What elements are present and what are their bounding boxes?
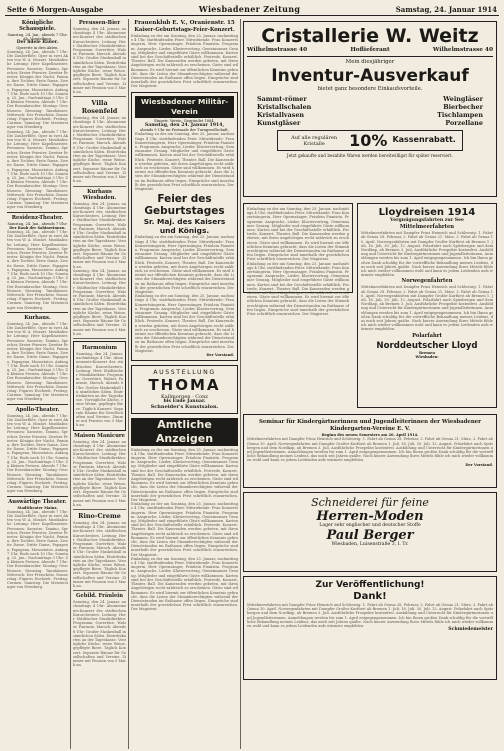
body-text: Samstag, den 24. Januar, nachmittags 4 Uhr: Abonnements-Konzert des städtischen Kurorchesters. Leitung: Herr Städtischer Musikdirektor. Programm: Ouvertüre, Walzer, Fantasie, Marsch. Abends 8 Uhr: Großer Maskenball in sämtlichen Sälen. Eintrittskarten an der Tageskasse. Vorzügliche Küche, reine Weine, gepflegte Biere. Täglich Konzert. Separate Räume für Gesellschaften und Vereine. Zimmer mit Pension von 5 Mark an.	[73, 520, 126, 588]
ad-block	[73, 20, 126, 97]
product-item: Bierbecher	[443, 103, 483, 111]
verein-signature: Der Vorstand.	[206, 352, 234, 357]
lloyd-agent: Wiesbaden:	[415, 354, 439, 359]
amtliche-anzeigen-heading: Amtliche Anzeigen	[131, 418, 238, 446]
masthead-left: Seite 6 Morgen-Ausgabe	[7, 5, 104, 14]
ad-heading: Rino-Creme	[78, 511, 121, 520]
body-text: Einladung zu der am Sonntag, den 25. Januar, nachmittags 4 Uhr, stattfindenden Feier. Mitwirkende: Frau Konzertsängerin, Herr Opernsänger, Fräulein Pianistin. Programm: Ansprache, Lieder, Klaviervortrag, Gemeinsamer Gesang. Mitglieder und eingeführte Gäste willkommen. Karten sind bei der Geschäftsstelle erhältlich. Festrede, Konzert, Theater, Ball. Die Kameraden werden gebeten, mit ihren Angehörigen recht zahlreich zu erscheinen. Gäste sind willkommen. Es wird hiermit zur öffentlichen Kenntnis gebracht, dass die Listen der Stimmberechtigten während der Dienststunden im Rathause offen liegen. Einsprüche sind innerhalb der gesetzlichen Frist schriftlich einzureichen. Der Magistrat.	[131, 502, 238, 557]
discount-label: Auf alle regulären Kristalle	[291, 134, 338, 147]
schneiderei-name: Paul Berger	[326, 528, 414, 544]
schneiderei-line-1: Schneiderei für feine	[311, 496, 429, 509]
weitz-products-right	[372, 95, 483, 127]
verein-time: abends 9 Uhr im Festsaale der Turngesellschaft,	[140, 128, 229, 133]
thoma-artists: Kallmorgen · Conz	[161, 394, 208, 401]
body-text: Samstag, 24. Jan., abends 7 Uhr: Die Zauberflöte. Oper in zwei Akten von W. A. Mozart. Musikalische Leitung: Herr Kapellmeister. Personen: Sarastro, Tamino, Sprecher, Erster Priester, Zweiter Priester, Königin der Nacht, Pamina, ihre Tochter, Erste Dame, Zweite Dame, Dritte Dame, Papageno, Papagena, Monostatos. Anfang 7 Uhr. Ende nach 10 Uhr. Sonntag, 25. Jan.: Nachmittags 3 Uhr: Zu kleinen Preisen. Abends 7 Uhr: Der Rosenkavalier. Montag: Geschlossen. Dienstag: Tannhäuser. Mittwoch: Der Freischütz. Donnerstag: Figaros Hochzeit. Freitag: Carmen. Samstag: Die Meistersinger von Nürnberg.	[7, 129, 68, 210]
weitz-address-center: Hoflieferant	[350, 47, 390, 53]
feier-heading: Feier des Geburtstages	[144, 193, 225, 218]
discount-type: Kassenrabatt.	[392, 135, 456, 145]
ad-block	[73, 341, 126, 431]
ad-heading: Maison Manicure	[74, 432, 125, 439]
residenz-line: Der Raub der Sabinerinnen.	[9, 225, 66, 230]
weitz-discount-box	[277, 130, 463, 151]
lloyd-section: Norwegenfahrten	[401, 278, 453, 285]
body-text: Samstag, den 24. Januar, nachmittags 4 Uhr: Abonnements-Konzert des städtischen Kurorchesters. Leitung: Herr Städtischer Musikdirektor. Programm: Ouvertüre, Walzer, Fantasie, Marsch. Abends 8 Uhr: Großer Maskenball in sämtlichen Sälen. Eintrittskarten an der Tageskasse. Vorzügliche Küche, reine Weine, gepflegte Biere. Täglich Konzert. Separate Räume für Gesellschaften und Vereine. Zimmer mit Pension von 5 Mark an.	[76, 352, 123, 428]
ad-heading: Gebild. Fräulein	[75, 593, 123, 600]
weitz-ad	[243, 21, 497, 197]
body-text: Einladung zu der am Sonntag, den 25. Januar, nachmittags 4 Uhr, stattfindenden Feier. Mitwirkende: Frau Konzertsängerin, Herr Opernsänger, Fräulein Pianistin. Programm: Ansprache, Lieder, Klaviervortrag, Gemeinsamer Gesang. Mitglieder und eingeführte Gäste willkommen. Karten sind bei der Geschäftsstelle erhältlich. Festrede, Konzert, Theater, Ball. Die Kameraden werden gebeten, mit ihren Angehörigen recht zahlreich zu erscheinen. Gäste sind willkommen. Es wird hiermit zur öffentlichen Kenntnis gebracht, dass die Listen der Stimmberechtigten während der Dienststunden im Rathause offen liegen. Einsprüche sind innerhalb der gesetzlichen Frist schriftlich einzureichen. Der Magistrat.	[131, 447, 238, 503]
seminar-subtitle: Beginn des neuen Semesters am 20. April 1914.	[321, 433, 419, 438]
body-text: Samstag, 24. Jan., abends 7 Uhr: Die Zauberflöte. Oper in zwei Akten von W. A. Mozart. Musikalische Leitung: Herr Kapellmeister. Personen: Sarastro, Tamino, Sprecher, Erster Priester, Zweiter Priester, Königin der Nacht, Pamina, ihre Tochter, Erste Dame, Zweite Dame, Dritte Dame, Papageno, Papagena, Monostatos. Anfang 7 Uhr. Ende nach 10 Uhr. Sonntag, 25. Jan.: Nachmittags 3 Uhr: Zu kleinen Preisen. Abends 7 Uhr: Der Rosenkavalier. Montag: Geschlossen. Dienstag: Tannhäuser. Mittwoch: Der Freischütz. Donnerstag: Figaros Hochzeit. Freitag: Carmen. Samstag: Die Meistersinger von Nürnberg.	[7, 413, 68, 494]
residenz-heading: Residenz-Theater.	[11, 214, 64, 221]
theater-heading: Königliche Schauspiele.	[19, 20, 56, 32]
weitz-subheading: bietet ganz besondere Einkaufsvorteile.	[317, 86, 423, 92]
apollo-heading: Apollo-Theater.	[15, 406, 60, 413]
left-ad-stack	[243, 201, 353, 412]
middle-ad-row	[243, 201, 497, 412]
body-text: Samstag, 24. Jan., abends 7 Uhr: Die Zauberflöte. Oper in zwei Akten von W. A. Mozart. Musikalische Leitung: Herr Kapellmeister. Personen: Sarastro, Tamino, Sprecher, Erster Priester, Zweiter Priester, Königin der Nacht, Pamina, ihre Tochter, Erste Dame, Zweite Dame, Dritte Dame, Papageno, Papagena, Monostatos. Anfang 7 Uhr. Ende nach 10 Uhr. Sonntag, 25. Jan.: Nachmittags 3 Uhr: Zu kleinen Preisen. Abends 7 Uhr: Der Rosenkavalier. Montag: Geschlossen. Dienstag: Tannhäuser. Mittwoch: Der Freischütz. Donnerstag: Figaros Hochzeit. Freitag: Carmen. Samstag: Die Meistersinger von Nürnberg.	[7, 229, 68, 310]
weitz-name: Cristallerie W. Weitz	[261, 25, 479, 47]
column-announcements	[129, 19, 241, 749]
body-text: Einladung zu der am Sonntag, den 25. Januar, nachmittags 4 Uhr, stattfindenden Feier. Mitwirkende: Frau Konzertsängerin, Herr Opernsänger, Fräulein Pianistin. Programm: Ansprache, Lieder, Klaviervortrag, Gemeinsamer Gesang. Mitglieder und eingeführte Gäste willkommen. Karten sind bei der Geschäftsstelle erhältlich. Festrede, Konzert, Theater, Ball. Die Kameraden werden gebeten, mit ihren Angehörigen recht zahlreich zu erscheinen. Gäste sind willkommen. Es wird hiermit zur öffentlichen Kenntnis gebracht, dass die Listen der Stimmberechtigten während der Dienststunden im Rathause offen liegen. Einsprüche sind innerhalb der gesetzlichen Frist schriftlich einzureichen. Der Magistrat.	[135, 235, 234, 294]
ad-block	[73, 512, 126, 591]
frauenklub-heading: Frauenklub E. V., Oranienstr. 15	[134, 20, 235, 26]
product-item: Weingläser	[443, 95, 483, 103]
body-text: Samstag, 24. Jan., abends 7 Uhr: Die Zauberflöte. Oper in zwei Akten von W. A. Mozart. Musikalische Leitung: Herr Kapellmeister. Personen: Sarastro, Tamino, Sprecher, Erster Priester, Zweiter Priester, Königin der Nacht, Pamina, ihre Tochter, Erste Dame, Zweite Dame, Dritte Dame, Papageno, Papagena, Monostatos. Anfang 7 Uhr. Ende nach 10 Uhr. Sonntag, 25. Jan.: Nachmittags 3 Uhr: Zu kleinen Preisen. Abends 7 Uhr: Der Rosenkavalier. Montag: Geschlossen. Dienstag: Tannhäuser. Mittwoch: Der Freischütz. Donnerstag: Figaros Hochzeit. Freitag: Carmen. Samstag: Die Meistersinger von Nürnberg.	[7, 321, 68, 402]
column-display-ads	[241, 19, 499, 749]
column-theater	[5, 19, 71, 749]
ad-heading: Preussen-Bier	[78, 20, 121, 26]
schneiderei-line-2: Herren-Moden	[316, 509, 424, 524]
body-text: Einladung zu der am Sonntag, den 25. Januar, nachmittags 4 Uhr, stattfindenden Feier. Mitwirkende: Frau Konzertsängerin, Herr Opernsänger, Fräulein Pianistin. Programm: Ansprache, Lieder, Klaviervortrag, Gemeinsamer Gesang. Mitglieder und eingeführte Gäste willkommen. Karten sind bei der Geschäftsstelle erhältlich. Festrede, Konzert, Theater, Ball. Die Kameraden werden gebeten, mit ihren Angehörigen recht zahlreich zu erscheinen. Gäste sind willkommen. Es wird hiermit zur öffentlichen Kenntnis gebracht, dass die Listen der Stimmberechtigten während der Dienststunden im Rathause offen liegen. Einsprüche sind innerhalb der gesetzlichen Frist schriftlich einzureichen. Der Magistrat.	[131, 556, 238, 612]
weitz-headline: Inventur-Ausverkauf	[271, 66, 469, 86]
mainz-heading: Stadttheater Mainz.	[17, 505, 58, 510]
body-text: Einladung zu der am Sonntag, den 25. Januar, nachmittags 4 Uhr, stattfindenden Feier. Mitwirkende: Frau Konzertsängerin, Herr Opernsänger, Fräulein Pianistin. Programm: Ansprache, Lieder, Klaviervortrag, Gemeinsamer Gesang. Mitglieder und eingeführte Gäste willkommen. Karten sind bei der Geschäftsstelle erhältlich. Festrede, Konzert, Theater, Ball. Die Kameraden werden gebeten, mit ihren Angehörigen recht zahlreich zu erscheinen. Gäste sind willkommen. Es wird hiermit zur öffentlichen Kenntnis gebracht, dass die Listen der Stimmberechtigten während der Dienststunden im Rathause offen liegen. Einsprüche sind innerhalb der gesetzlichen Frist schriftlich einzureichen. Der Magistrat.	[247, 261, 349, 317]
danksagung-ad	[243, 576, 497, 680]
body-text: Samstag, den 24. Januar, nachmittags 4 Uhr: Abonnements-Konzert des städtischen Kurorchesters. Leitung: Herr Städtischer Musikdirektor. Programm: Ouvertüre, Walzer, Fantasie, Marsch. Abends 8 Uhr: Großer Maskenball in sämtlichen Sälen. Eintrittskarten an der Tageskasse. Vorzügliche Küche, reine Weine, gepflegte Biere. Täglich Konzert. Separate Räume für Gesellschaften und Vereine. Zimmer mit Pension von 5 Mark an.	[73, 439, 126, 507]
page-columns	[5, 19, 499, 749]
thoma-heading: AUSSTELLUNG	[153, 369, 216, 377]
lloyd-section: Polarfahrt	[412, 332, 442, 339]
theater-line: Samstag, 24. Jan., abends 7 Uhr:	[7, 33, 68, 37]
thoma-name: THOMA	[148, 376, 221, 395]
ad-heading: Kurhaus Wiesbaden.	[82, 188, 117, 201]
weitz-footer: Jetzt gekaufte und bezahlte Waren werden bereitwilligst für später reserviert.	[286, 153, 454, 158]
military-verein-placeholder	[243, 203, 353, 317]
kurhaus-heading: Kurhaus.	[24, 314, 51, 321]
weitz-address-left: Wilhelmstrasse 40	[247, 47, 308, 53]
danksagung-signature: Schmiedemeister	[448, 627, 493, 633]
body-text: Samstag, den 24. Januar, nachmittags 4 Uhr: Abonnements-Konzert des städtischen Kurorchesters. Leitung: Herr Städtischer Musikdirektor. Programm: Ouvertüre, Walzer, Fantasie, Marsch. Abends 8 Uhr: Großer Maskenball in sämtlichen Sälen. Eintrittskarten an der Tageskasse. Vorzügliche Küche, reine Weine, gepflegte Biere. Täglich Konzert. Separate Räume für Gesellschaften und Vereine. Zimmer mit Pension von 5 Mark an.	[73, 268, 126, 336]
weitz-address-row	[247, 47, 493, 57]
frauenklub-subheading: Kaiser-Geburtstags-Feier-Konzert.	[134, 27, 235, 33]
body-text: Mittelmeerfahrten mit Dampfer Prinz Heinrich und Schleswig: 1. Fahrt ab Genua 28. Februar, 2. Fahrt ab Genua 21. März, 3. Fahrt ab Genua 10. April. Norwegenfahrten mit Dampfer Großer Kurfürst ab Bremen 1. Juli, 16. Juli, 30. Juli, 12. August. Polarfahrt nach Spitzbergen und dem Nordkap, ab Bremen 3. Juli. Ausführliche Prospekte kostenfrei. Ausbildung und Unterricht für Kindergärtnerinnen und Jugendleiterinnen. Anmeldungen werden bis zum 1. April entgegengenommen. Ich bin Ihnen großen Dank schuldig für die vortreffliche Behandlung meines Leidens, das mich seit Jahren quälte. Nach kurzer Anwendung Ihres Mittels fühle ich mich wieder vollkommen wohl und kann es jedem Leidenden aufs wärmste empfehlen.	[247, 603, 493, 629]
feier-subheading: Sr. Maj. des Kaisers und Königs.	[143, 217, 226, 236]
body-text: Mittelmeerfahrten mit Dampfer Prinz Heinrich und Schleswig: 1. Fahrt ab Genua 28. Februar, 2. Fahrt ab Genua 21. März, 3. Fahrt ab Genua 10. April. Norwegenfahrten mit Dampfer Großer Kurfürst ab Bremen 1. Juli, 16. Juli, 30. Juli, 12. August. Polarfahrt nach Spitzbergen und dem Nordkap, ab Bremen 3. Juli. Ausführliche Prospekte kostenfrei. Ausbildung und Unterricht für Kindergärtnerinnen und Jugendleiterinnen. Anmeldungen werden bis zum 1. April entgegengenommen. Ich bin Ihnen großen Dank schuldig für die vortreffliche Behandlung meines Leidens, das mich seit Jahren quälte. Nach kurzer Anwendung Ihres Mittels fühle ich mich wieder vollkommen wohl und kann es jedem Leidenden aufs wärmste empfehlen.	[361, 231, 493, 278]
lloyd-firm: Norddeutscher Lloyd	[376, 340, 478, 351]
militaer-verein-ad	[131, 92, 238, 362]
masthead-date: Samstag, 24. Januar 1914	[395, 5, 497, 14]
residenz-line: Samstag, 24. Jan., abends 7 Uhr:	[7, 221, 68, 226]
weitz-address-right: Wilhelmstrasse 40	[432, 47, 493, 53]
body-text: Mittelmeerfahrten mit Dampfer Prinz Heinrich und Schleswig: 1. Fahrt ab Genua 28. Februar, 2. Fahrt ab Genua 21. März, 3. Fahrt ab Genua 10. April. Norwegenfahrten mit Dampfer Großer Kurfürst ab Bremen 1. Juli, 16. Juli, 30. Juli, 12. August. Polarfahrt nach Spitzbergen und dem Nordkap, ab Bremen 3. Juli. Ausführliche Prospekte kostenfrei. Ausbildung und Unterricht für Kindergärtnerinnen und Jugendleiterinnen. Anmeldungen werden bis zum 1. April entgegengenommen. Ich bin Ihnen großen Dank schuldig für die vortreffliche Behandlung meines Leidens, das mich seit Jahren quälte. Nach kurzer Anwendung Ihres Mittels fühle ich mich wieder vollkommen wohl und kann es jedem Leidenden aufs wärmste empfehlen.	[361, 285, 493, 332]
masthead	[5, 4, 499, 16]
product-item: Kunstgläser	[257, 119, 301, 127]
theater-line: Operette in drei Akten.	[16, 45, 59, 50]
ad-heading: Harmonium	[82, 345, 117, 351]
thoma-date: bis Ende Januar.	[163, 399, 206, 405]
schneiderei-line-3: Lager sehr englischer und deutscher Stoffe	[319, 523, 421, 528]
ad-block	[73, 189, 126, 340]
body-text: Einladung zu der am Sonntag, den 25. Januar, nachmittags 4 Uhr, stattfindenden Feier. Mitwirkende: Frau Konzertsängerin, Herr Opernsänger, Fräulein Pianistin. Programm: Ansprache, Lieder, Klaviervortrag, Gemeinsamer Gesang. Mitglieder und eingeführte Gäste willkommen. Karten sind bei der Geschäftsstelle erhältlich. Festrede, Konzert, Theater, Ball. Die Kameraden werden gebeten, mit ihren Angehörigen recht zahlreich zu erscheinen. Gäste sind willkommen. Es wird hiermit zur öffentlichen Kenntnis gebracht, dass die Listen der Stimmberechtigten während der Dienststunden im Rathause offen liegen. Einsprüche sind innerhalb der gesetzlichen Frist schriftlich einzureichen. Der Magistrat.	[135, 294, 234, 353]
schneiderei-address: Wiesbaden, Luisenstraße 3, I. Tr.	[331, 542, 409, 548]
verein-title: Wiesbadener Militär-Verein	[135, 96, 234, 118]
lloyd-ad	[357, 203, 497, 408]
weitz-kicker: Mein diesjähriger	[345, 59, 395, 65]
seminar-signature: Der Vorstand.	[465, 462, 493, 467]
lloyd-title: Lloydreisen 1914	[378, 207, 476, 218]
body-text: Samstag, 24. Jan., abends 7 Uhr: Die Zauberflöte. Oper in zwei Akten von W. A. Mozart. Musikalische Leitung: Herr Kapellmeister. Personen: Sarastro, Tamino, Sprecher, Erster Priester, Zweiter Priester, Königin der Nacht, Pamina, ihre Tochter, Erste Dame, Zweite Dame, Dritte Dame, Papageno, Papagena, Monostatos. Anfang 7 Uhr. Ende nach 10 Uhr. Sonntag, 25. Jan.: Nachmittags 3 Uhr: Zu kleinen Preisen. Abends 7 Uhr: Der Rosenkavalier. Montag: Geschlossen. Dienstag: Tannhäuser. Mittwoch: Der Freischütz. Donnerstag: Figaros Hochzeit. Freitag: Carmen. Samstag: Die Meistersinger von Nürnberg.	[7, 49, 68, 130]
product-item: Sammt-römer	[257, 95, 307, 103]
body-text: Samstag, den 24. Januar, nachmittags 4 Uhr: Abonnements-Konzert des städtischen Kurorchesters. Leitung: Herr Städtischer Musikdirektor. Programm: Ouvertüre, Walzer, Fantasie, Marsch. Abends 8 Uhr: Großer Maskenball in sämtlichen Sälen. Eintrittskarten an der Tageskasse. Vorzügliche Küche, reine Weine, gepflegte Biere. Täglich Konzert. Separate Räume für Gesellschaften und Vereine. Zimmer mit Pension von 5 Mark an.	[73, 201, 126, 269]
right-ad-stack	[357, 201, 497, 412]
body-text: Samstag, 24. Jan., abends 7 Uhr: Die Zauberflöte. Oper in zwei Akten von W. A. Mozart. Musikalische Leitung: Herr Kapellmeister. Personen: Sarastro, Tamino, Sprecher, Erster Priester, Zweiter Priester, Königin der Nacht, Pamina, ihre Tochter, Erste Dame, Zweite Dame, Dritte Dame, Papageno, Papagena, Monostatos. Anfang 7 Uhr. Ende nach 10 Uhr. Sonntag, 25. Jan.: Nachmittags 3 Uhr: Zu kleinen Preisen. Abends 7 Uhr: Der Rosenkavalier. Montag: Geschlossen. Dienstag: Tannhäuser. Mittwoch: Der Freischütz. Donnerstag: Figaros Hochzeit. Freitag: Carmen. Samstag: Die Meistersinger von Nürnberg.	[7, 509, 68, 590]
product-item: Kristallschalen	[257, 103, 312, 111]
body-text: Mittelmeerfahrten mit Dampfer Prinz Heinrich und Schleswig: 1. Fahrt ab Genua 28. Februar, 2. Fahrt ab Genua 21. März, 3. Fahrt ab Genua 10. April. Norwegenfahrten mit Dampfer Großer Kurfürst ab Bremen 1. Juli, 16. Juli, 30. Juli, 12. August. Polarfahrt nach Spitzbergen und dem Nordkap, ab Bremen 3. Juli. Ausführliche Prospekte kostenfrei. Ausbildung und Unterricht für Kindergärtnerinnen und Jugendleiterinnen. Anmeldungen werden bis zum 1. April entgegengenommen. Ich bin Ihnen großen Dank schuldig für die vortreffliche Behandlung meines Leidens, das mich seit Jahren quälte. Nach kurzer Anwendung Ihres Mittels fühle ich mich wieder vollkommen wohl und kann es jedem Leidenden aufs wärmste empfehlen.	[247, 437, 493, 463]
theater-line: Ab. Vorstellung.	[22, 37, 53, 42]
body-text: Einladung zu der am Sonntag, den 25. Januar, nachmittags 4 Uhr, stattfindenden Feier. Mitwirkende: Frau Konzertsängerin, Herr Opernsänger, Fräulein Pianistin. Programm: Ansprache, Lieder, Klaviervortrag, Gemeinsamer Gesang. Mitglieder und eingeführte Gäste willkommen. Karten sind bei der Geschäftsstelle erhältlich. Festrede, Konzert, Theater, Ball. Die Kameraden werden gebeten, mit ihren Angehörigen recht zahlreich zu erscheinen. Gäste sind willkommen. Es wird hiermit zur öffentlichen Kenntnis gebracht, dass die Listen der Stimmberechtigten während der Dienststunden im Rathause offen liegen. Einsprüche sind innerhalb der gesetzlichen Frist schriftlich einzureichen. Der Magistrat.	[247, 207, 349, 262]
body-text: Samstag, den 24. Januar, nachmittags 4 Uhr: Abonnements-Konzert des städtischen Kurorchesters. Leitung: Herr Städtischer Musikdirektor. Programm: Ouvertüre, Walzer, Fantasie, Marsch. Abends 8 Uhr: Großer Maskenball in sämtlichen Sälen. Eintrittskarten an der Tageskasse. Vorzügliche Küche, reine Weine, gepflegte Biere. Täglich Konzert. Separate Räume für Gesellschaften und Vereine. Zimmer mit Pension von 5 Mark an.	[73, 600, 126, 668]
product-item: Porzellane	[445, 119, 483, 127]
thoma-exhibition-ad	[131, 365, 238, 413]
verein-sub: Eingetr. Verein. Gegründet 1884.	[154, 118, 215, 123]
ad-heading: Villa Rosenfeld	[81, 99, 118, 116]
body-text: Samstag, den 24. Januar, nachmittags 4 Uhr: Abonnements-Konzert des städtischen Kurorchesters. Leitung: Herr Städtischer Musikdirektor. Programm: Ouvertüre, Walzer, Fantasie, Marsch. Abends 8 Uhr: Großer Maskenball in sämtlichen Sälen. Eintrittskarten an der Tageskasse. Vorzügliche Küche, reine Weine, gepflegte Biere. Täglich Konzert. Separate Räume für Gesellschaften und Vereine. Zimmer mit Pension von 5 Mark an.	[73, 27, 126, 95]
schneiderei-ad	[243, 492, 497, 572]
column-small-ads	[71, 19, 129, 749]
ad-block	[73, 433, 126, 510]
ad-block	[73, 99, 126, 186]
seminar-title: Seminar für Kindergärtnerinnen und Jugendleiterinnen der Wiesbadener Kindergarten-Vereine E. V.	[258, 419, 482, 432]
lloyd-subtitle: Vergnügungsfahrten zur See	[390, 218, 464, 223]
product-item: Kristallvasen	[257, 111, 305, 119]
masthead-title: Wiesbadener Zeitung	[198, 4, 301, 14]
ad-block	[73, 593, 126, 669]
danksagung-kicker: Zur Veröffentlichung!	[315, 580, 425, 590]
lloyd-city: Bremen	[419, 350, 435, 355]
discount-percent: 10%	[349, 131, 388, 150]
seminar-ad	[243, 414, 497, 488]
body-text: Einladung zu der am Sonntag, den 25. Januar, nachmittags 4 Uhr, stattfindenden Feier. Mitwirkende: Frau Konzertsängerin, Herr Opernsänger, Fräulein Pianistin. Programm: Ansprache, Lieder, Klaviervortrag, Gemeinsamer Gesang. Mitglieder und eingeführte Gäste willkommen. Karten sind bei der Geschäftsstelle erhältlich. Festrede, Konzert, Theater, Ball. Die Kameraden werden gebeten, mit ihren Angehörigen recht zahlreich zu erscheinen. Gäste sind willkommen. Es wird hiermit zur öffentlichen Kenntnis gebracht, dass die Listen der Stimmberechtigten während der Dienststunden im Rathause offen liegen. Einsprüche sind innerhalb der gesetzlichen Frist schriftlich einzureichen. Der Magistrat.	[131, 34, 238, 89]
body-text: Einladung zu der am Sonntag, den 25. Januar, nachmittags 4 Uhr, stattfindenden Feier. Mitwirkende: Frau Konzertsängerin, Herr Opernsänger, Fräulein Pianistin. Programm: Ansprache, Lieder, Klaviervortrag, Gemeinsamer Gesang. Mitglieder und eingeführte Gäste willkommen. Karten sind bei der Geschäftsstelle erhältlich. Festrede, Konzert, Theater, Ball. Die Kameraden werden gebeten, mit ihren Angehörigen recht zahlreich zu erscheinen. Gäste sind willkommen. Es wird hiermit zur öffentlichen Kenntnis gebracht, dass die Listen der Stimmberechtigten während der Dienststunden im Rathause offen liegen. Einsprüche sind innerhalb der gesetzlichen Frist schriftlich einzureichen. Der Magistrat.	[135, 132, 234, 192]
thoma-firm: Schneider's Kunstsalon.	[150, 404, 219, 411]
product-item: Tischlampen	[437, 111, 483, 119]
danksagung-headline: Dank!	[353, 591, 387, 602]
weitz-products-left	[257, 95, 368, 127]
auswaertige-heading: Auswärtige Theater.	[8, 498, 67, 505]
lloyd-section: Mittelmeerfahrten	[399, 224, 455, 231]
theater-line: Der fidele Bauer.	[16, 40, 59, 46]
verein-date: Samstag, den 24. Januar 1914,	[144, 122, 225, 128]
body-text: Samstag, den 24. Januar, nachmittags 4 Uhr: Abonnements-Konzert des städtischen Kurorchesters. Leitung: Herr Städtischer Musikdirektor. Programm: Ouvertüre, Walzer, Fantasie, Marsch. Abends 8 Uhr: Großer Maskenball in sämtlichen Sälen. Eintrittskarten an der Tageskasse. Vorzügliche Küche, reine Weine, gepflegte Biere. Täglich Konzert. Separate Räume für Gesellschaften und Vereine. Zimmer mit Pension von 5 Mark an.	[73, 116, 126, 184]
weitz-product-list	[247, 93, 493, 129]
